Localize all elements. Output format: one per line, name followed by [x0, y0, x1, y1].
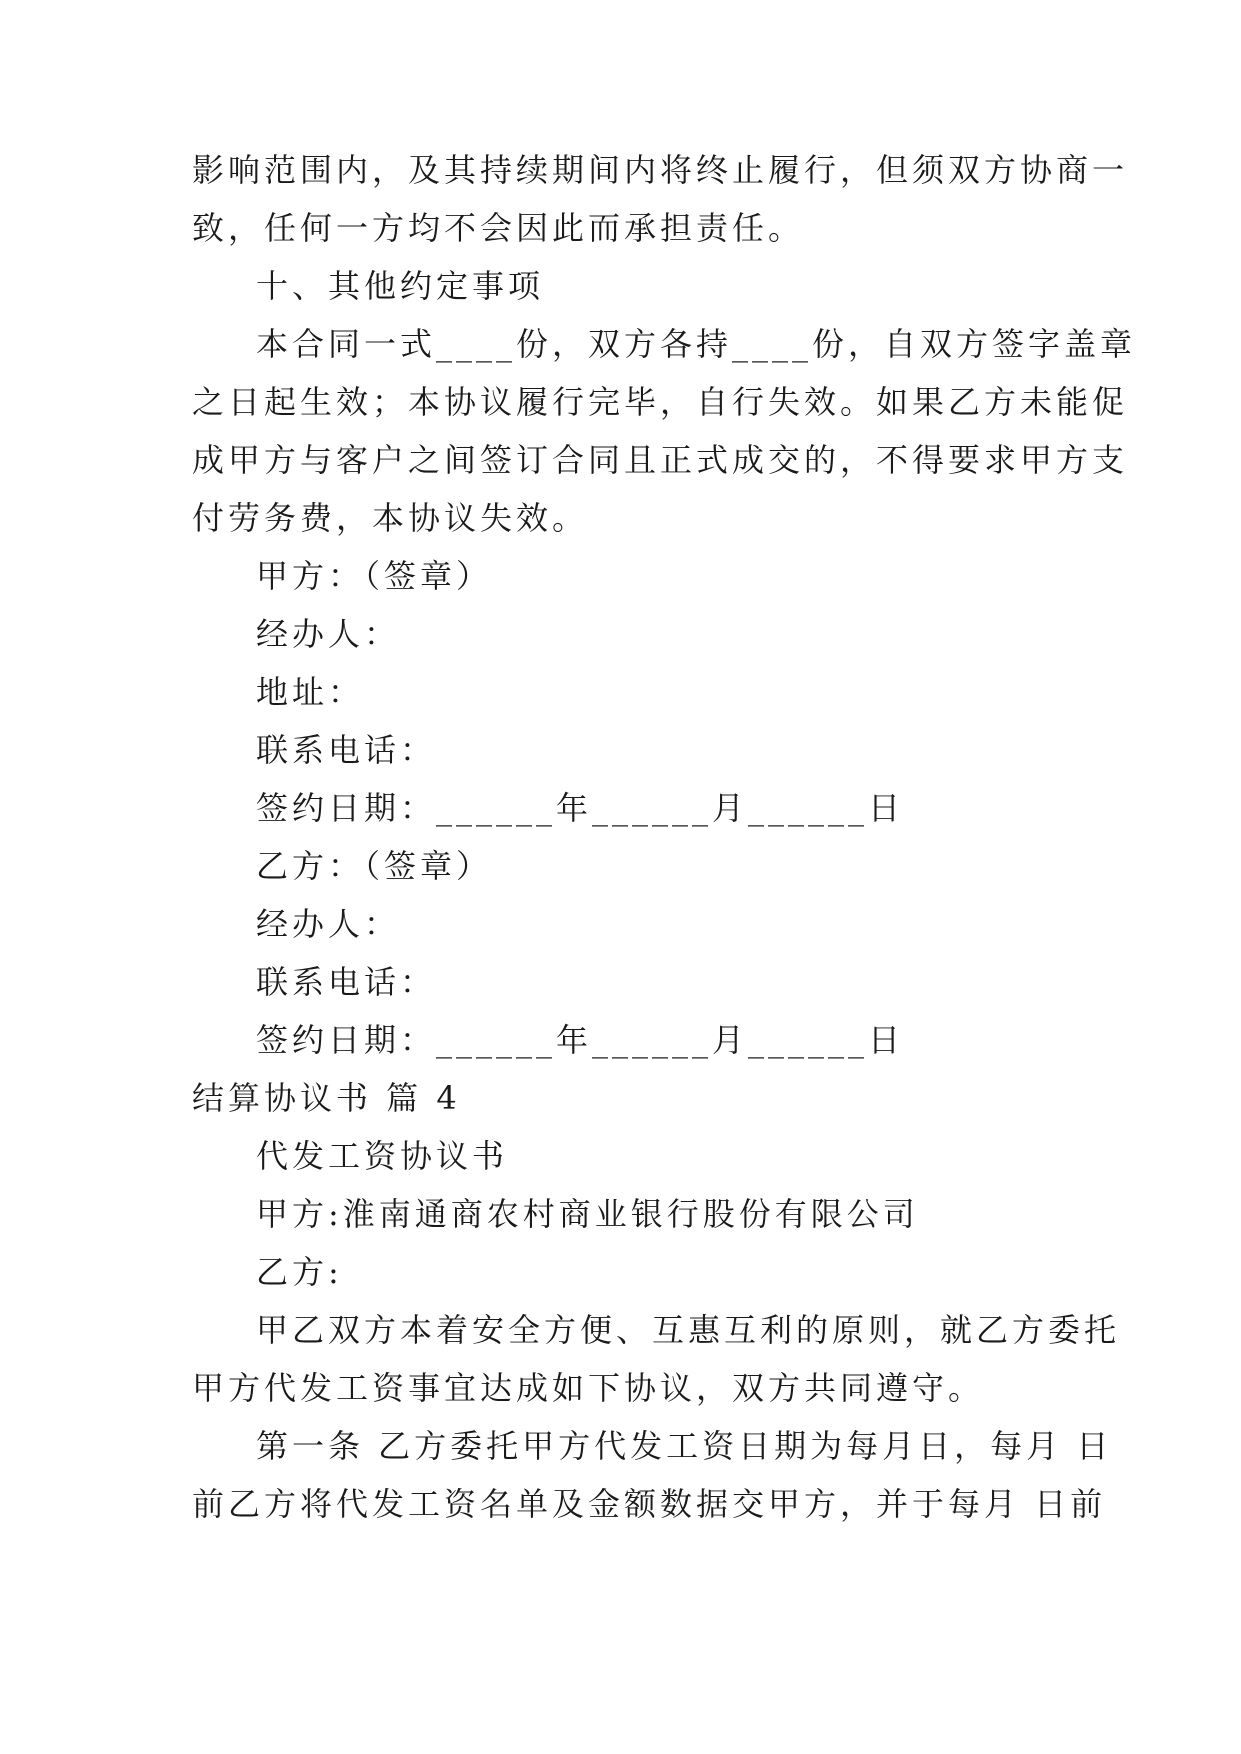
- party-a-phone: 联系电话：: [256, 731, 437, 769]
- section-heading: 十、其他约定事项: [256, 267, 545, 305]
- paragraph-line: 影响范围内，及其持续期间内将终止履行，但须双方协商一: [192, 151, 1129, 189]
- paragraph-line: 甲方代发工资事宜达成如下协议，双方共同遵守。: [192, 1369, 985, 1407]
- article-one-line: 第一条 乙方委托甲方代发工资日期为每月日，每月 日: [256, 1427, 1113, 1465]
- paragraph-line: 之日起生效；本协议履行完毕，自行失效。如果乙方未能促: [192, 383, 1129, 421]
- document-section-title: 结算协议书 篇 4: [192, 1079, 461, 1117]
- agreement-title: 代发工资协议书: [256, 1137, 509, 1175]
- party-b-phone: 联系电话：: [256, 963, 437, 1001]
- paragraph-line: 本合同一式____份，双方各持____份，自双方签字盖章: [256, 325, 1137, 363]
- party-a-signature: 甲方：（签章）: [256, 557, 493, 595]
- paragraph-line: 前乙方将代发工资名单及金额数据交甲方，并于每月 日前: [192, 1485, 1107, 1523]
- party-b-date: 签约日期：______年______月______日: [256, 1021, 905, 1059]
- party-a-handler: 经办人：: [256, 615, 401, 653]
- party-b-handler: 经办人：: [256, 905, 401, 943]
- paragraph-line: 成甲方与客户之间签订合同且正式成交的，不得要求甲方支: [192, 441, 1129, 479]
- party-a-name: 甲方:淮南通商农村商业银行股份有限公司: [256, 1195, 919, 1233]
- party-b-signature: 乙方：（签章）: [256, 847, 493, 885]
- paragraph-line: 甲乙双方本着安全方便、互惠互利的原则，就乙方委托: [256, 1311, 1121, 1349]
- party-a-date: 签约日期：______年______月______日: [256, 789, 905, 827]
- paragraph-line: 付劳务费，本协议失效。: [192, 499, 589, 537]
- party-b-name: 乙方:: [256, 1253, 343, 1291]
- party-a-address: 地址：: [256, 673, 365, 711]
- paragraph-line: 致，任何一方均不会因此而承担责任。: [192, 209, 805, 247]
